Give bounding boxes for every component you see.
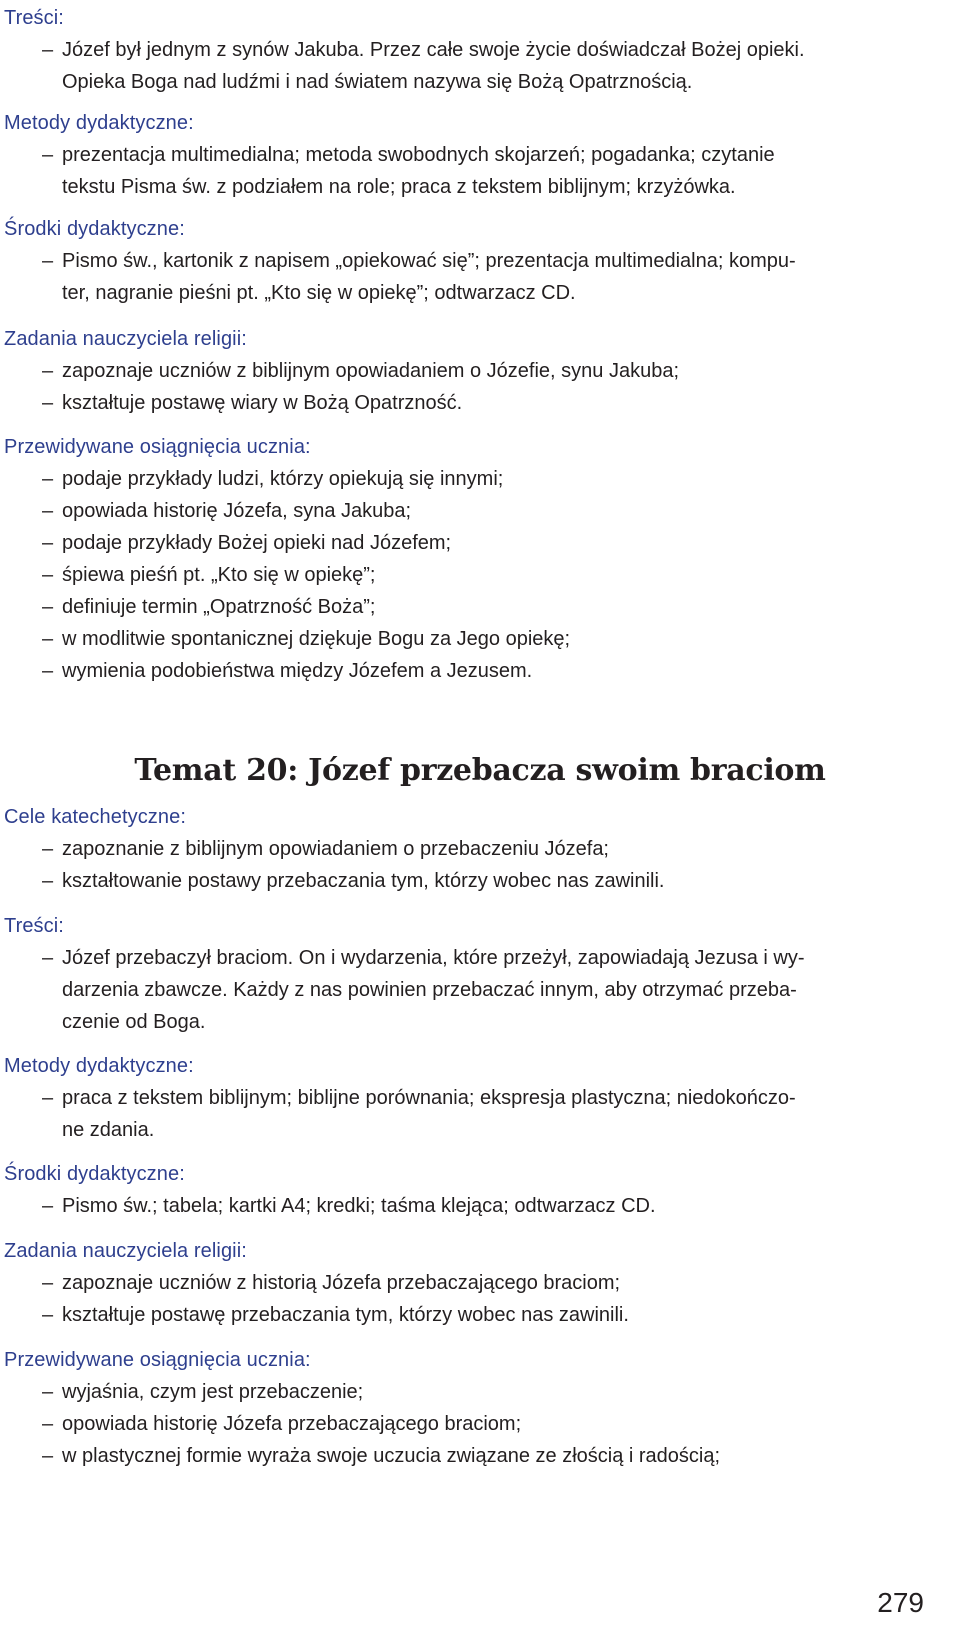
list-item: – podaje przykłady ludzi, którzy opiekują się innymi;: [42, 468, 504, 490]
section-heading: Środki dydaktyczne:: [4, 218, 185, 240]
list-item: – kształtuje postawę wiary w Bożą Opatrzność.: [42, 392, 463, 414]
section-metody-2: [0, 1050, 960, 1146]
section-osiagniecia-2: [0, 1344, 960, 1472]
list-item: – Józef był jednym z synów Jakuba. Przez całe swoje życie doświadczał Bożej opieki. Opieka Boga nad ludźmi i nad światem nazywa się Bożą Opatrznością.: [42, 39, 805, 93]
section-heading: Środki dydaktyczne:: [4, 1163, 185, 1185]
section-heading: Metody dydaktyczne:: [4, 1055, 194, 1077]
list-item: – kształtowanie postawy przebaczania tym, którzy wobec nas zawinili.: [42, 870, 665, 892]
list-item: – Pismo św., kartonik z napisem „opiekować się”; prezentacja multimedialna; kompu- ter, nagranie pieśni pt. „Kto się w opiekę”; odtwarzacz CD.: [42, 250, 796, 304]
section-heading: Treści:: [4, 7, 64, 29]
section-srodki: [0, 213, 960, 309]
list-item: – podaje przykłady Bożej opieki nad Józefem;: [42, 532, 452, 554]
list-item: – śpiewa pieśń pt. „Kto się w opiekę”;: [42, 564, 376, 586]
list-item: – zapoznaje uczniów z historią Józefa przebaczającego braciom;: [42, 1272, 621, 1294]
topic-title: Temat 20: Józef przebacza swoim braciom: [134, 753, 826, 788]
list-item: – wyjaśnia, czym jest przebaczenie;: [42, 1381, 364, 1403]
section-zadania-2: [0, 1235, 960, 1331]
list-item: – w modlitwie spontanicznej dziękuje Bogu za Jego opiekę;: [42, 628, 571, 650]
page-number: 279: [877, 1587, 924, 1618]
list-item: – zapoznanie z biblijnym opowiadaniem o przebaczeniu Józefa;: [42, 838, 609, 860]
list-item: – prezentacja multimedialna; metoda swobodnych skojarzeń; pogadanka; czytanie tekstu Pisma św. z podziałem na role; praca z tekstem biblijnym; krzyżówka.: [42, 144, 775, 198]
list-item: – w plastycznej formie wyraża swoje uczucia związane ze złością i radością;: [42, 1445, 721, 1467]
section-heading: Przewidywane osiągnięcia ucznia:: [4, 1349, 311, 1371]
list-item: – Pismo św.; tabela; kartki A4; kredki; taśma klejąca; odtwarzacz CD.: [42, 1195, 656, 1217]
section-cele: [0, 801, 960, 897]
section-tresci: [0, 2, 960, 98]
list-item: – wymienia podobieństwa między Józefem a Jezusem.: [42, 660, 533, 682]
section-heading: Zadania nauczyciela religii:: [4, 1240, 247, 1262]
section-osiagniecia: [0, 431, 960, 687]
list-item: – opowiada historię Józefa przebaczającego braciom;: [42, 1413, 522, 1435]
section-heading: Treści:: [4, 915, 64, 937]
section-srodki-2: [0, 1158, 960, 1222]
list-item: – opowiada historię Józefa, syna Jakuba;: [42, 500, 412, 522]
section-metody: [0, 107, 960, 203]
section-heading: Przewidywane osiągnięcia ucznia:: [4, 436, 311, 458]
list-item: – kształtuje postawę przebaczania tym, którzy wobec nas zawinili.: [42, 1304, 629, 1326]
section-tresci-2: [0, 910, 960, 1038]
section-heading: Cele katechetyczne:: [4, 806, 186, 828]
list-item: – praca z tekstem biblijnym; biblijne porównania; ekspresja plastyczna; niedokończo- ne zdania.: [42, 1087, 796, 1141]
section-heading: Zadania nauczyciela religii:: [4, 328, 247, 350]
section-heading: Metody dydaktyczne:: [4, 112, 194, 134]
list-item: – definiuje termin „Opatrzność Boża”;: [42, 596, 376, 618]
list-item: – zapoznaje uczniów z biblijnym opowiadaniem o Józefie, synu Jakuba;: [42, 360, 680, 382]
section-zadania: [0, 323, 960, 419]
list-item: – Józef przebaczył braciom. On i wydarzenia, które przeżył, zapowiadają Jezusa i wy- darzenia zbawcze. Każdy z nas powinien przebaczać innym, aby otrzymać przeba- czenie od Boga.: [42, 947, 805, 1033]
